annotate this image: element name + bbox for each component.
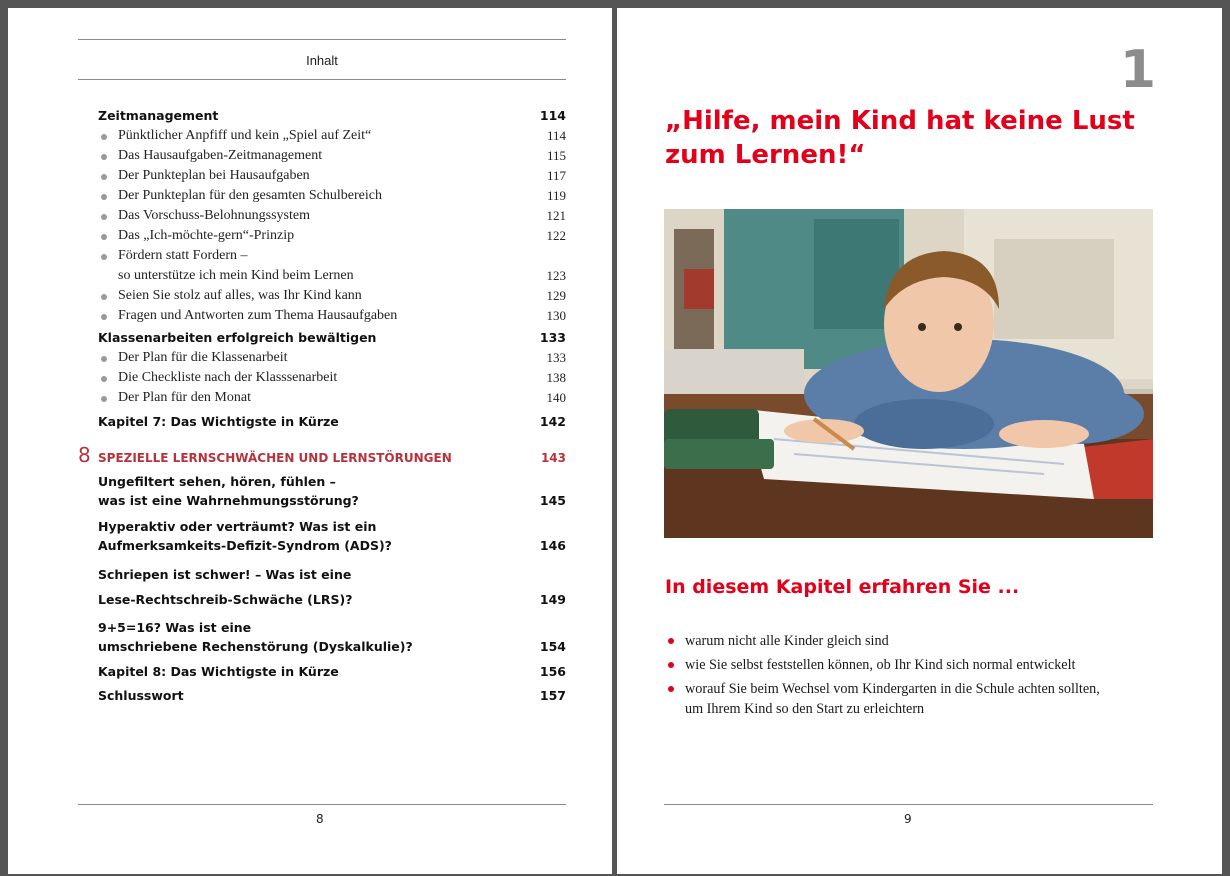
toc-page-number: 115	[546, 148, 566, 163]
toc-section-title-line2: Lese-Rechtschreib-Schwäche (LRS)?	[98, 592, 353, 607]
bullet-icon	[101, 254, 107, 260]
toc-page-number: 157	[539, 688, 566, 703]
toc-item-title: Fragen und Antworten zum Thema Hausaufgaben	[118, 308, 398, 323]
toc-item-title: Der Punkteplan für den gesamten Schulbereich	[118, 188, 382, 203]
toc-page-number: 133	[539, 330, 566, 345]
toc-chapter	[78, 443, 566, 468]
page-number: 9	[904, 812, 912, 826]
toc-page-number: 143	[540, 451, 566, 465]
bullet-icon	[101, 154, 107, 160]
toc-item-title: Das Hausaufgaben-Zeitmanagement	[118, 148, 323, 163]
toc-section	[98, 688, 566, 704]
toc-section	[98, 330, 566, 346]
bullet-icon	[101, 214, 107, 220]
toc-item	[98, 126, 566, 146]
toc-section	[98, 414, 566, 430]
toc-item-title: Die Checkliste nach der Klasssenarbeit	[118, 370, 338, 385]
toc-item	[98, 166, 566, 186]
toc-item-title: Der Punkteplan bei Hausaufgaben	[118, 168, 310, 183]
toc-page-number: 122	[546, 228, 566, 243]
chapter-title-line2: zum Lernen!“	[665, 140, 866, 170]
bullet-icon	[668, 638, 674, 644]
list-item-text-line2: um Ihrem Kind so den Start zu erleichtern	[685, 701, 925, 717]
bullet-icon	[101, 134, 107, 140]
toc-page-number: 138	[546, 370, 566, 385]
bullet-icon	[101, 356, 107, 362]
toc-section	[98, 618, 566, 656]
toc-item	[98, 146, 566, 166]
toc-item	[98, 246, 566, 286]
toc-section-title-line2: Aufmerksamkeits-Defizit-Syndrom (ADS)?	[98, 538, 392, 553]
list-item	[665, 631, 1165, 651]
header-rule-top	[78, 39, 566, 40]
running-head: Inhalt	[306, 53, 338, 68]
toc-page-number: 149	[539, 592, 566, 607]
bullet-icon	[101, 174, 107, 180]
page-number: 8	[316, 812, 324, 826]
toc-item-title: Das „Ich-möchte-gern“-Prinzip	[118, 228, 295, 243]
list-item	[665, 679, 1165, 719]
toc-item	[98, 186, 566, 206]
toc-section	[98, 664, 566, 680]
footer-rule	[664, 804, 1153, 805]
left-page	[8, 8, 612, 874]
list-item-text: wie Sie selbst feststellen können, ob Ihr Kind sich normal entwickelt	[685, 657, 1076, 673]
toc-section-title: Schlusswort	[98, 688, 184, 703]
bullet-icon	[101, 396, 107, 402]
toc-page-number: 154	[539, 639, 566, 654]
bullet-icon	[668, 686, 674, 692]
toc-section	[98, 562, 566, 612]
footer-rule	[78, 804, 566, 805]
toc-item-title-line2: so unterstütze ich mein Kind beim Lernen	[118, 268, 354, 283]
subheading: In diesem Kapitel erfahren Sie ...	[665, 576, 1020, 598]
table-of-contents	[78, 108, 566, 704]
toc-section-title: Hyperaktiv oder verträumt? Was ist ein	[98, 519, 377, 534]
list-item-text: worauf Sie beim Wechsel vom Kindergarten in die Schule achten sollten,	[685, 681, 1100, 697]
toc-page-number: 142	[539, 414, 566, 429]
toc-page-number: 119	[546, 188, 566, 203]
toc-page-number: 140	[546, 390, 566, 405]
toc-section-title-line2: umschriebene Rechenstörung (Dyskalkulie)?	[98, 639, 413, 654]
toc-item-title: Das Vorschuss-Belohnungssystem	[118, 208, 310, 223]
toc-item	[98, 388, 566, 408]
toc-item	[98, 206, 566, 226]
chapter-number: 1	[1119, 40, 1156, 100]
toc-section-title: Klassenarbeiten erfolgreich bewältigen	[98, 330, 377, 345]
list-item-text: warum nicht alle Kinder gleich sind	[685, 633, 889, 649]
bullet-icon	[101, 314, 107, 320]
toc-page-number: 123	[546, 268, 566, 283]
bullet-icon	[668, 662, 674, 668]
toc-item	[98, 226, 566, 246]
toc-page-number: 121	[546, 208, 566, 223]
toc-item	[98, 306, 566, 326]
toc-item-title: Der Plan für die Klassenarbeit	[118, 350, 288, 365]
toc-page-number: 156	[539, 664, 566, 679]
toc-page-number: 114	[539, 108, 566, 123]
toc-page-number: 130	[546, 308, 566, 323]
bullet-list	[665, 631, 1165, 723]
bullet-icon	[101, 234, 107, 240]
bullet-icon	[101, 194, 107, 200]
toc-section	[98, 472, 566, 510]
list-item	[665, 655, 1165, 675]
toc-section	[98, 108, 566, 124]
toc-page-number: 145	[539, 493, 566, 508]
toc-page-number: 146	[539, 538, 566, 553]
bullet-icon	[101, 294, 107, 300]
toc-page-number: 129	[546, 288, 566, 303]
header-rule-bottom	[78, 79, 566, 80]
chapter-title	[665, 104, 1135, 172]
toc-item-title: Pünktlicher Anpfiff und kein „Spiel auf Zeit“	[118, 128, 372, 143]
toc-item-title: Seien Sie stolz auf alles, was Ihr Kind kann	[118, 288, 362, 303]
toc-page-number: 133	[546, 350, 566, 365]
toc-chapter-number: 8	[78, 443, 91, 467]
right-page	[617, 8, 1222, 874]
toc-section-title: Zeitmanagement	[98, 108, 219, 123]
toc-section-title: Kapitel 7: Das Wichtigste in Kürze	[98, 414, 339, 429]
chapter-title-line1: „Hilfe, mein Kind hat keine Lust	[665, 106, 1135, 136]
toc-item	[98, 286, 566, 306]
toc-page-number: 117	[546, 168, 566, 183]
toc-item-title: Fördern statt Fordern –	[118, 248, 248, 263]
bullet-icon	[101, 376, 107, 382]
toc-section-title: Schriepen ist schwer! – Was ist eine	[98, 567, 352, 582]
toc-item	[98, 368, 566, 388]
toc-item	[98, 348, 566, 368]
toc-item-title: Der Plan für den Monat	[118, 390, 251, 405]
toc-page-number: 114	[546, 128, 566, 143]
toc-chapter-title: SPEZIELLE LERNSCHWÄCHEN UND LERNSTÖRUNGEN	[98, 451, 452, 465]
toc-section-title: 9+5=16? Was ist eine	[98, 620, 252, 635]
toc-section-title: Kapitel 8: Das Wichtigste in Kürze	[98, 664, 339, 679]
toc-section-title: Ungefiltert sehen, hören, fühlen –	[98, 474, 336, 489]
toc-section-title-line2: was ist eine Wahrnehmungsstörung?	[98, 493, 359, 508]
toc-section	[98, 517, 566, 555]
chapter-photo	[664, 209, 1153, 538]
